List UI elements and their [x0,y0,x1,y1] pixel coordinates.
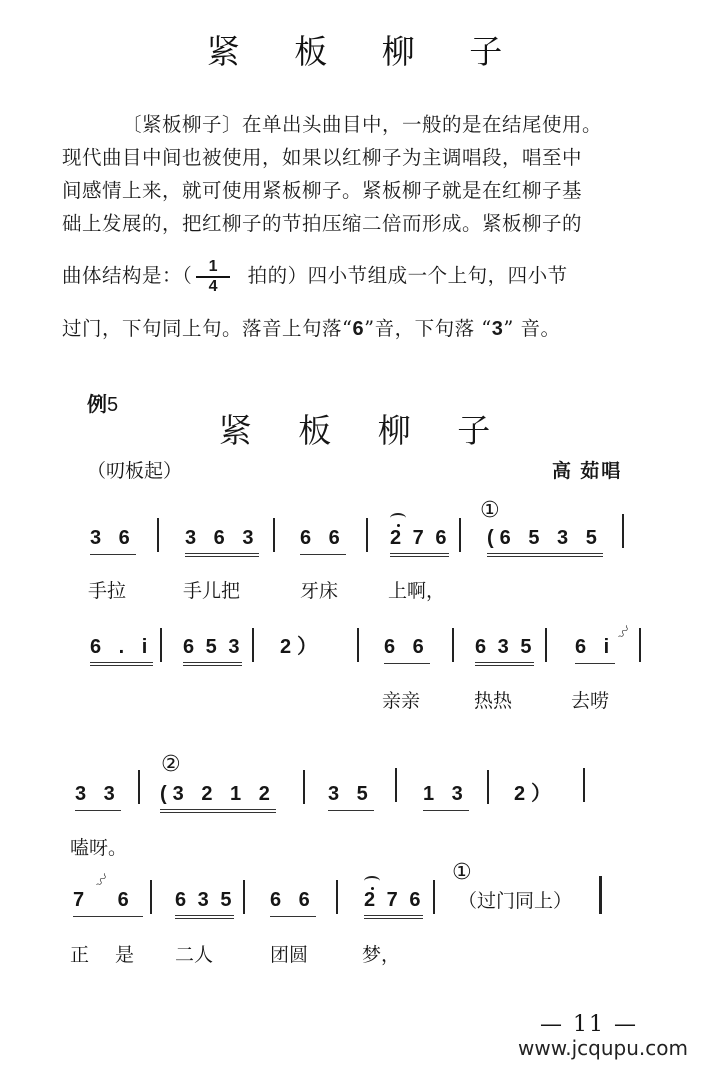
fermata-arc [364,876,380,886]
lyric: 二人 [175,944,214,966]
barline [303,770,305,804]
barline [157,518,159,552]
start-note: （叨板起） [87,460,183,482]
measure: 3 3 [75,782,121,811]
intro-line-1: 〔紧板柳子〕在单出头曲目中，一般的是在结尾使用。 [122,113,603,136]
lyric: 正 是 [70,944,145,966]
lyric: 手拉 [88,580,127,602]
lyric: 热热 [474,690,513,712]
measure: 6 3 5 [175,888,234,919]
intro-paragraph [62,108,682,240]
measure: 6 6 [300,526,346,555]
barline [545,628,547,662]
final-barline [599,876,602,914]
barline [273,518,275,552]
measure: 6 i [575,635,615,664]
note-three: 3 [491,318,504,340]
marker-circle-2: ② [161,752,181,777]
structure-line [62,256,662,296]
measure: 2 7 6 [390,526,449,557]
measure: 3 5 [328,782,374,811]
page-title: 紧 板 柳 子 [206,32,525,71]
measure: 2） [514,783,558,805]
measure: 6 5 3 [183,635,242,666]
measure: (3 2 1 2 [160,782,276,813]
barline [583,768,585,802]
lyric: 亲亲 [382,690,421,712]
measure: 2 7 6 [364,888,423,919]
fermata-arc [390,513,406,523]
measure: 6 . i [90,635,153,666]
marker-circle-1: ① [480,498,500,523]
measure: 3 6 [90,526,136,555]
lyric: 上啊， [388,580,446,602]
measure: 6 3 5 [475,635,534,666]
watermark-link[interactable]: www.jcqupu.com [518,1036,688,1060]
trill-squiggle-icon: 〰 [92,870,114,891]
barline [395,768,397,802]
barline [252,628,254,662]
song-title: 紧 板 柳 子 [218,411,509,450]
barline [639,628,641,662]
measure: 2） [280,636,324,658]
barline [366,518,368,552]
page-number: — 11 — [540,1012,638,1037]
structure-suffix: 拍的）四小节组成一个上句，四小节 [247,264,568,287]
measure: 1 3 [423,782,469,811]
barline [150,880,152,914]
measure: 7 6 [73,888,143,917]
intro-line-4: 础上发展的，把红柳子的节拍压缩二倍而形成。紧板柳子的 [62,212,583,235]
trill-squiggle-icon: 〰 [614,622,636,643]
lyric: 团圆 [270,944,309,966]
lyric: 牙床 [300,580,339,602]
lyric: 嗑呀。 [70,837,128,859]
barline [622,514,624,548]
measure: 6 6 [270,888,316,917]
singer-credit: 高 茹唱 [552,461,623,482]
barline [160,628,162,662]
time-signature: $\frac{1}{4}$ [196,258,230,296]
marker-circle-1: ① [452,860,472,885]
lyric: 去唠 [571,690,610,712]
barline [243,880,245,914]
intro-line-3: 间感情上来，就可使用紧板柳子。紧板柳子就是在红柳子基 [62,179,583,202]
interlude-note: （过门同上） [458,890,573,912]
barline [336,880,338,914]
measure: 3 6 3 [185,526,259,557]
lyric: 手儿把 [183,580,241,602]
barline [452,628,454,662]
barline [459,518,461,552]
note-six: 6 [352,318,365,340]
barline [357,628,359,662]
intro-line-2: 现代曲目中间也被使用，如果以红柳子为主调唱段，唱至中 [62,146,583,169]
measure: (6 5 3 5 [487,526,603,557]
barline [138,770,140,804]
final-line: 过门，下句同上句。落音上句落“6”音，下句落 “3” 音。 [62,317,561,340]
measure: 6 6 [384,635,430,664]
barline [433,880,435,914]
structure-prefix: 曲体结构是：（ [62,264,193,287]
lyric: 梦， [362,944,401,966]
barline [487,770,489,804]
example-label: 例5 [87,394,119,416]
